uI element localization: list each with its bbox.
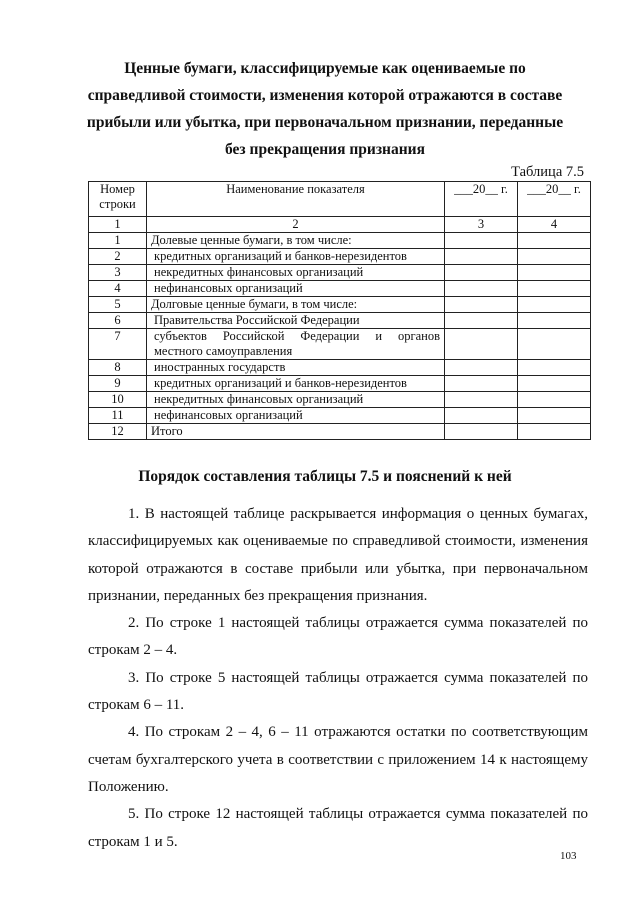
- table-header-row: [89, 182, 591, 217]
- table-row: [89, 313, 591, 329]
- row-name: Долговые ценные бумаги, в том числе:: [147, 297, 445, 313]
- table-row: [89, 281, 591, 297]
- paragraph: 4. По строкам 2 – 4, 6 – 11 отражаются остатки по соответствующим счетам бухгалтерского учета в соответствии с приложением 14 к настоящему Положению.: [88, 724, 588, 795]
- value-cell-year-2: [518, 265, 591, 281]
- value-cell-year-1: [445, 424, 518, 440]
- paragraph: 5. По строке 12 настоящей таблицы отражается сумма показателей по строкам 1 и 5.: [88, 806, 588, 850]
- table-row: [89, 329, 591, 360]
- row-number: 2: [89, 249, 147, 265]
- value-cell-year-1: [445, 233, 518, 249]
- row-name: субъектов Российской Федерации и органов местного самоуправления: [147, 329, 445, 360]
- row-name: кредитных организаций и банков-нерезидентов: [147, 376, 445, 392]
- table-row: [89, 376, 591, 392]
- row-number: 12: [89, 424, 147, 440]
- table-row: [89, 297, 591, 313]
- explanation-text: [88, 501, 588, 856]
- column-number: 4: [518, 217, 591, 233]
- value-cell-year-2: [518, 360, 591, 376]
- row-number: 4: [89, 281, 147, 297]
- row-number: 6: [89, 313, 147, 329]
- table-row: [89, 233, 591, 249]
- value-cell-year-1: [445, 281, 518, 297]
- row-name: некредитных финансовых организаций: [147, 265, 445, 281]
- value-cell-year-1: [445, 313, 518, 329]
- page-number: 103: [560, 850, 577, 862]
- value-cell-year-1: [445, 392, 518, 408]
- row-name: кредитных организаций и банков-нерезидентов: [147, 249, 445, 265]
- securities-table: [88, 181, 591, 440]
- value-cell-year-2: [518, 376, 591, 392]
- value-cell-year-2: [518, 392, 591, 408]
- value-cell-year-2: [518, 249, 591, 265]
- header-row-number: Номер строки: [89, 182, 147, 217]
- header-indicator-name: Наименование показателя: [147, 182, 445, 217]
- row-name: Долевые ценные бумаги, в том числе:: [147, 233, 445, 249]
- value-cell-year-1: [445, 297, 518, 313]
- row-number: 3: [89, 265, 147, 281]
- section-heading: Порядок составления таблицы 7.5 и пояснений к ней: [138, 468, 512, 485]
- value-cell-year-1: [445, 329, 518, 360]
- row-name: Итого: [147, 424, 445, 440]
- value-cell-year-1: [445, 408, 518, 424]
- value-cell-year-1: [445, 249, 518, 265]
- header-year-2: ___20__ г.: [518, 182, 591, 217]
- column-number: 1: [89, 217, 147, 233]
- value-cell-year-1: [445, 360, 518, 376]
- value-cell-year-1: [445, 265, 518, 281]
- column-number-row: [89, 217, 591, 233]
- table-row: [89, 392, 591, 408]
- row-name: иностранных государств: [147, 360, 445, 376]
- value-cell-year-2: [518, 233, 591, 249]
- table-row: [89, 424, 591, 440]
- value-cell-year-1: [445, 376, 518, 392]
- paragraph: 2. По строке 1 настоящей таблицы отражается сумма показателей по строкам 2 – 4.: [88, 615, 588, 659]
- row-number: 8: [89, 360, 147, 376]
- row-name: нефинансовых организаций: [147, 281, 445, 297]
- row-number: 1: [89, 233, 147, 249]
- value-cell-year-2: [518, 329, 591, 360]
- row-number: 5: [89, 297, 147, 313]
- paragraph: 3. По строке 5 настоящей таблицы отражается сумма показателей по строкам 6 – 11.: [88, 669, 588, 714]
- row-number: 11: [89, 408, 147, 424]
- column-number: 3: [445, 217, 518, 233]
- row-name: некредитных финансовых организаций: [147, 392, 445, 408]
- value-cell-year-2: [518, 281, 591, 297]
- value-cell-year-2: [518, 408, 591, 424]
- row-name: Правительства Российской Федерации: [147, 313, 445, 329]
- value-cell-year-2: [518, 424, 591, 440]
- row-number: 9: [89, 376, 147, 392]
- table-row: [89, 360, 591, 376]
- table-caption: Таблица 7.5: [511, 164, 584, 180]
- value-cell-year-2: [518, 313, 591, 329]
- table-row: [89, 249, 591, 265]
- table-row: [89, 408, 591, 424]
- table-row: [89, 265, 591, 281]
- row-number: 10: [89, 392, 147, 408]
- value-cell-year-2: [518, 297, 591, 313]
- column-number: 2: [147, 217, 445, 233]
- document-title: Ценные бумаги, классифицируемые как оцениваемые по справедливой стоимости, изменения которой отражаются в составе прибыли или убытка, при первоначальном признании, переданные без прекращения признания: [86, 60, 564, 158]
- row-number: 7: [89, 329, 147, 360]
- header-year-1: ___20__ г.: [445, 182, 518, 217]
- row-name: нефинансовых организаций: [147, 408, 445, 424]
- paragraph: 1. В настоящей таблице раскрывается информация о ценных бумагах, классифицируемых как оцениваемые по справедливой стоимости, изменения которой отражаются в составе прибыли или убытка, при первоначальном признании, переданных без прекращения признания.: [88, 506, 588, 604]
